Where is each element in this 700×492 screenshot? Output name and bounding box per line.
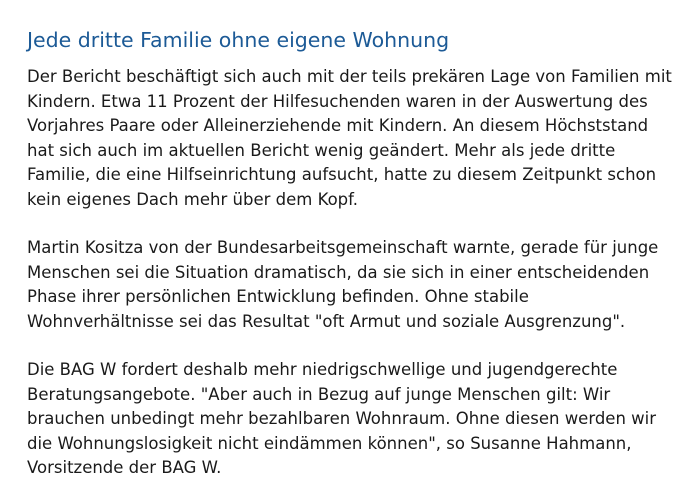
paragraph-line: Kindern. Etwa 11 Prozent der Hilfesuchenden waren in der Auswertung des [27,91,648,111]
paragraph-line: Der Bericht beschäftigt sich auch mit der teils prekären Lage von Familien mit [27,67,672,86]
article-heading: Jede dritte Familie ohne eigene Wohnung [27,28,450,52]
paragraph-line: Phase ihrer persönlichen Entwicklung befinden. Ohne stabile [27,287,529,306]
paragraph-line: brauchen unbedingt mehr bezahlbaren Wohnraum. Ohne diesen werden wir [27,409,657,428]
paragraph-line: Familie, die eine Hilfseinrichtung aufsucht, hatte zu diesem Zeitpunkt schon [27,165,657,184]
paragraph-line: Beratungsangebote. "Aber auch in Bezug auf junge Menschen gilt: Wir [27,384,611,404]
paragraph-line: Menschen sei die Situation dramatisch, da sie sich in einer entscheidenden [27,262,650,282]
paragraph-line: Wohnverhältnisse sei das Resultat "oft Armut und soziale Ausgrenzung". [27,311,626,331]
paragraph-line: Vorjahres Paare oder Alleinerziehende mit Kindern. An diesem Höchststand [27,116,649,135]
paragraph-line: Martin Kositza von der Bundesarbeitsgemeinschaft warnte, gerade für junge [27,238,659,257]
paragraph-line: kein eigenes Dach mehr über dem Kopf. [27,189,358,209]
paragraph-line: hat sich auch im aktuellen Bericht wenig geändert. Mehr als jede dritte [27,140,616,160]
paragraph-line: Vorsitzende der BAG W. [27,458,222,477]
paragraph-line: Die BAG W fordert deshalb mehr niedrigschwellige und jugendgerechte [27,360,618,379]
article-paragraph [27,236,680,334]
article-paragraph [27,65,680,212]
paragraph-line: die Wohnungslosigkeit nicht eindämmen können", so Susanne Hahmann, [27,433,632,453]
article-paragraph [27,358,680,481]
